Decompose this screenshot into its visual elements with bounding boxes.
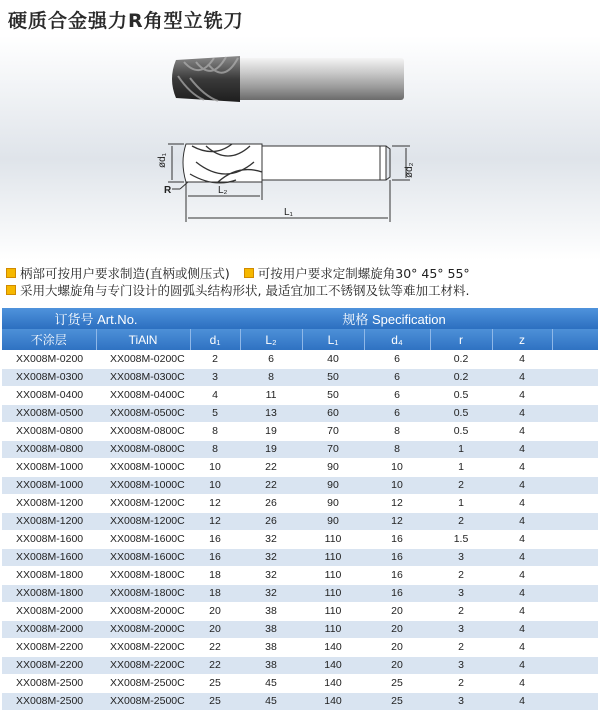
cell-z: 4 <box>492 512 552 530</box>
table-row <box>2 494 598 512</box>
cell-r: 2 <box>430 674 492 692</box>
cell-d1: 8 <box>190 440 240 458</box>
cell-d4: 25 <box>364 692 430 710</box>
cell-blank <box>552 620 598 638</box>
cell-r: 3 <box>430 692 492 710</box>
cell-r: 1 <box>430 458 492 476</box>
cell-z: 4 <box>492 440 552 458</box>
cell-l1: 90 <box>302 476 364 494</box>
cell-d4: 20 <box>364 638 430 656</box>
cell-d1: 18 <box>190 584 240 602</box>
cell-r: 2 <box>430 512 492 530</box>
cell-art-uncoated: XX008M-1800 <box>2 584 96 602</box>
cell-d1: 2 <box>190 350 240 368</box>
tool-photo <box>172 56 404 102</box>
cell-blank <box>552 638 598 656</box>
cell-l1: 70 <box>302 440 364 458</box>
cell-art-uncoated: XX008M-2000 <box>2 602 96 620</box>
cell-art-tialn: XX008M-1600C <box>96 548 190 566</box>
cell-art-tialn: XX008M-0500C <box>96 404 190 422</box>
cell-l2: 32 <box>240 548 302 566</box>
col-uncoated: 不涂层 <box>2 329 96 350</box>
spec-table <box>2 308 598 711</box>
feature-item <box>6 264 230 282</box>
cell-art-tialn: XX008M-1800C <box>96 584 190 602</box>
cell-art-uncoated: XX008M-1200 <box>2 512 96 530</box>
cell-d1: 10 <box>190 458 240 476</box>
cell-l2: 45 <box>240 674 302 692</box>
cell-l1: 110 <box>302 566 364 584</box>
cell-r: 0.2 <box>430 368 492 386</box>
cell-l1: 40 <box>302 350 364 368</box>
table-row <box>2 440 598 458</box>
cell-blank <box>552 584 598 602</box>
label-d1: ød₁ <box>157 152 168 168</box>
cell-l1: 140 <box>302 692 364 710</box>
header-artno: 订货号 Art.No. <box>2 308 190 329</box>
label-l1: L₁ <box>284 207 293 218</box>
cell-d4: 6 <box>364 386 430 404</box>
cell-l2: 26 <box>240 494 302 512</box>
cell-art-tialn: XX008M-1000C <box>96 476 190 494</box>
cell-art-tialn: XX008M-2000C <box>96 602 190 620</box>
table-row <box>2 620 598 638</box>
cell-d4: 10 <box>364 476 430 494</box>
table-row <box>2 530 598 548</box>
cell-art-tialn: XX008M-1000C <box>96 458 190 476</box>
cell-d4: 20 <box>364 620 430 638</box>
cell-d4: 12 <box>364 494 430 512</box>
cell-d1: 20 <box>190 620 240 638</box>
cell-d1: 12 <box>190 494 240 512</box>
cell-blank <box>552 404 598 422</box>
cell-l2: 26 <box>240 512 302 530</box>
cell-z: 4 <box>492 494 552 512</box>
cell-d4: 16 <box>364 548 430 566</box>
cell-d1: 10 <box>190 476 240 494</box>
cell-z: 4 <box>492 566 552 584</box>
table-row <box>2 350 598 368</box>
label-l2: L₂ <box>218 185 228 196</box>
col-l1: L₁ <box>302 329 364 350</box>
cell-r: 3 <box>430 584 492 602</box>
cell-l1: 140 <box>302 638 364 656</box>
cell-r: 2 <box>430 476 492 494</box>
cell-d4: 16 <box>364 530 430 548</box>
cell-art-uncoated: XX008M-2500 <box>2 692 96 710</box>
cell-art-tialn: XX008M-2500C <box>96 674 190 692</box>
cell-art-uncoated: XX008M-1600 <box>2 530 96 548</box>
cell-art-uncoated: XX008M-1200 <box>2 494 96 512</box>
table-row <box>2 638 598 656</box>
cell-blank <box>552 476 598 494</box>
cell-blank <box>552 602 598 620</box>
cell-l1: 50 <box>302 386 364 404</box>
cell-z: 4 <box>492 530 552 548</box>
cell-art-tialn: XX008M-0400C <box>96 386 190 404</box>
table-row <box>2 656 598 674</box>
cell-l2: 22 <box>240 476 302 494</box>
cell-z: 4 <box>492 350 552 368</box>
col-blank <box>552 329 598 350</box>
bullet-icon <box>6 285 16 295</box>
cell-d1: 22 <box>190 656 240 674</box>
cell-blank <box>552 512 598 530</box>
cell-art-tialn: XX008M-0200C <box>96 350 190 368</box>
table-row <box>2 458 598 476</box>
cell-z: 4 <box>492 404 552 422</box>
cell-d4: 10 <box>364 458 430 476</box>
table-row <box>2 386 598 404</box>
table-row <box>2 422 598 440</box>
cell-d4: 6 <box>364 404 430 422</box>
feature-text: 可按用户要求定制螺旋角30° 45° 55° <box>257 265 470 281</box>
table-row <box>2 674 598 692</box>
cell-art-uncoated: XX008M-0800 <box>2 440 96 458</box>
feature-list <box>6 264 596 298</box>
cell-art-uncoated: XX008M-0400 <box>2 386 96 404</box>
cell-z: 4 <box>492 656 552 674</box>
cell-r: 0.5 <box>430 422 492 440</box>
cell-blank <box>552 494 598 512</box>
cell-l1: 110 <box>302 584 364 602</box>
col-d4: d₄ <box>364 329 430 350</box>
col-r: r <box>430 329 492 350</box>
cell-art-tialn: XX008M-1200C <box>96 512 190 530</box>
table-row <box>2 548 598 566</box>
cell-art-uncoated: XX008M-0300 <box>2 368 96 386</box>
label-d2: ød₂ <box>404 162 415 178</box>
table-header-row <box>2 308 598 329</box>
cell-z: 4 <box>492 620 552 638</box>
cell-blank <box>552 386 598 404</box>
col-tialn: TiAlN <box>96 329 190 350</box>
cell-art-uncoated: XX008M-0200 <box>2 350 96 368</box>
cell-art-uncoated: XX008M-0800 <box>2 422 96 440</box>
cell-l2: 8 <box>240 368 302 386</box>
feature-row-1 <box>6 264 596 281</box>
cell-blank <box>552 692 598 710</box>
cell-l2: 13 <box>240 404 302 422</box>
cell-blank <box>552 530 598 548</box>
cell-l1: 90 <box>302 458 364 476</box>
cell-d4: 6 <box>364 350 430 368</box>
cell-art-tialn: XX008M-1200C <box>96 494 190 512</box>
cell-l2: 38 <box>240 656 302 674</box>
cell-d4: 16 <box>364 584 430 602</box>
cell-z: 4 <box>492 548 552 566</box>
product-illustration <box>0 36 600 260</box>
cell-art-tialn: XX008M-2200C <box>96 638 190 656</box>
table-row <box>2 584 598 602</box>
cell-art-tialn: XX008M-2500C <box>96 692 190 710</box>
feature-row-2 <box>6 281 596 298</box>
header-spec: 规格 Specification <box>190 308 598 329</box>
bullet-icon <box>244 268 254 278</box>
cell-art-uncoated: XX008M-0500 <box>2 404 96 422</box>
cell-d1: 8 <box>190 422 240 440</box>
cell-art-tialn: XX008M-0300C <box>96 368 190 386</box>
cell-d4: 20 <box>364 656 430 674</box>
cell-blank <box>552 656 598 674</box>
cell-art-uncoated: XX008M-1600 <box>2 548 96 566</box>
feature-text: 采用大螺旋角与专门设计的圆弧头结构形状, 最适宜加工不锈钢及钛等难加工材料. <box>20 282 470 298</box>
col-d1: d₁ <box>190 329 240 350</box>
cell-l2: 38 <box>240 638 302 656</box>
cell-r: 1 <box>430 440 492 458</box>
table-row <box>2 404 598 422</box>
cell-art-tialn: XX008M-0800C <box>96 422 190 440</box>
cell-r: 1.5 <box>430 530 492 548</box>
cell-d4: 6 <box>364 368 430 386</box>
cell-art-tialn: XX008M-1600C <box>96 530 190 548</box>
cell-l2: 6 <box>240 350 302 368</box>
cell-r: 3 <box>430 620 492 638</box>
cell-d4: 8 <box>364 422 430 440</box>
cell-d1: 25 <box>190 692 240 710</box>
table-row <box>2 692 598 710</box>
cell-r: 0.5 <box>430 386 492 404</box>
cell-d1: 3 <box>190 368 240 386</box>
cell-l1: 110 <box>302 602 364 620</box>
table-row <box>2 602 598 620</box>
cell-l2: 32 <box>240 566 302 584</box>
end-mill-drawing <box>0 36 600 260</box>
cell-l2: 32 <box>240 584 302 602</box>
cell-blank <box>552 422 598 440</box>
cell-l1: 60 <box>302 404 364 422</box>
cell-art-uncoated: XX008M-1800 <box>2 566 96 584</box>
table-row <box>2 512 598 530</box>
cell-art-uncoated: XX008M-2200 <box>2 638 96 656</box>
cell-l1: 110 <box>302 530 364 548</box>
cell-art-uncoated: XX008M-2200 <box>2 656 96 674</box>
cell-l2: 38 <box>240 620 302 638</box>
cell-l2: 22 <box>240 458 302 476</box>
cell-art-tialn: XX008M-2000C <box>96 620 190 638</box>
col-l2: L₂ <box>240 329 302 350</box>
cell-blank <box>552 368 598 386</box>
cell-blank <box>552 566 598 584</box>
cell-r: 0.5 <box>430 404 492 422</box>
feature-item <box>244 264 470 282</box>
cell-l1: 110 <box>302 548 364 566</box>
cell-d1: 16 <box>190 530 240 548</box>
cell-z: 4 <box>492 638 552 656</box>
cell-r: 2 <box>430 602 492 620</box>
cell-z: 4 <box>492 368 552 386</box>
cell-d1: 18 <box>190 566 240 584</box>
cell-d1: 12 <box>190 512 240 530</box>
cell-d4: 20 <box>364 602 430 620</box>
table-subheader-row <box>2 329 598 350</box>
feature-text: 柄部可按用户要求制造(直柄或侧压式) <box>20 265 230 281</box>
cell-d1: 20 <box>190 602 240 620</box>
cell-z: 4 <box>492 692 552 710</box>
cell-r: 1 <box>430 494 492 512</box>
cell-l2: 19 <box>240 422 302 440</box>
cell-d4: 16 <box>364 566 430 584</box>
cell-d4: 8 <box>364 440 430 458</box>
table-row <box>2 368 598 386</box>
cell-l1: 90 <box>302 494 364 512</box>
cell-l1: 110 <box>302 620 364 638</box>
cell-l1: 50 <box>302 368 364 386</box>
cell-l2: 19 <box>240 440 302 458</box>
cell-d1: 4 <box>190 386 240 404</box>
cell-d1: 25 <box>190 674 240 692</box>
table-body <box>2 350 598 710</box>
col-z: z <box>492 329 552 350</box>
cell-art-tialn: XX008M-2200C <box>96 656 190 674</box>
feature-item <box>6 281 469 299</box>
cell-blank <box>552 674 598 692</box>
bullet-icon <box>6 268 16 278</box>
cell-l2: 45 <box>240 692 302 710</box>
cell-r: 2 <box>430 638 492 656</box>
cell-art-uncoated: XX008M-1000 <box>2 476 96 494</box>
cell-l1: 140 <box>302 656 364 674</box>
spec-table-container <box>2 308 598 711</box>
cell-z: 4 <box>492 422 552 440</box>
cell-l1: 90 <box>302 512 364 530</box>
cell-blank <box>552 458 598 476</box>
cell-r: 3 <box>430 548 492 566</box>
cell-z: 4 <box>492 476 552 494</box>
table-row <box>2 566 598 584</box>
cell-r: 0.2 <box>430 350 492 368</box>
cell-z: 4 <box>492 674 552 692</box>
cell-blank <box>552 440 598 458</box>
cell-blank <box>552 548 598 566</box>
cell-blank <box>552 350 598 368</box>
cell-l2: 32 <box>240 530 302 548</box>
cell-d1: 5 <box>190 404 240 422</box>
cell-z: 4 <box>492 386 552 404</box>
label-r: R <box>164 185 172 196</box>
cell-art-uncoated: XX008M-2000 <box>2 620 96 638</box>
cell-d1: 22 <box>190 638 240 656</box>
page-title: 硬质合金强力R角型立铣刀 <box>8 10 244 32</box>
cell-r: 2 <box>430 566 492 584</box>
cell-l1: 140 <box>302 674 364 692</box>
cell-z: 4 <box>492 458 552 476</box>
cell-l1: 70 <box>302 422 364 440</box>
cell-z: 4 <box>492 602 552 620</box>
cell-art-tialn: XX008M-1800C <box>96 566 190 584</box>
cell-d1: 16 <box>190 548 240 566</box>
cell-art-uncoated: XX008M-1000 <box>2 458 96 476</box>
cell-l2: 11 <box>240 386 302 404</box>
cell-d4: 25 <box>364 674 430 692</box>
cell-l2: 38 <box>240 602 302 620</box>
cell-r: 3 <box>430 656 492 674</box>
cell-art-tialn: XX008M-0800C <box>96 440 190 458</box>
cell-d4: 12 <box>364 512 430 530</box>
table-row <box>2 476 598 494</box>
cell-art-uncoated: XX008M-2500 <box>2 674 96 692</box>
cell-z: 4 <box>492 584 552 602</box>
